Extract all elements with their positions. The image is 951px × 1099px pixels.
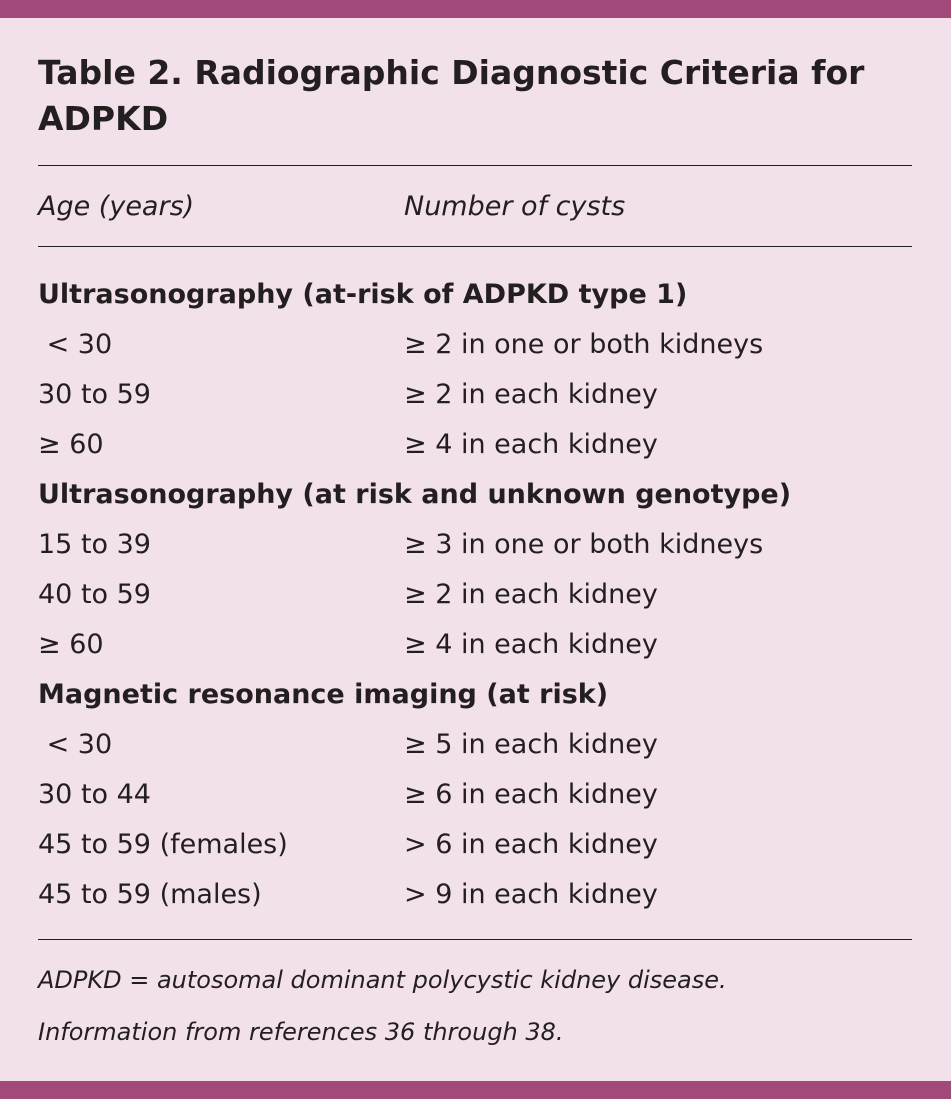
table-row bbox=[38, 520, 912, 570]
cysts-cell: ≥ 4 in each kidney bbox=[404, 429, 658, 460]
table-row bbox=[38, 720, 912, 770]
age-cell: < 30 bbox=[38, 329, 113, 360]
column-header-row bbox=[38, 166, 912, 246]
column-header-cysts: Number of cysts bbox=[404, 190, 626, 222]
age-cell: 45 to 59 (males) bbox=[38, 879, 262, 910]
bottom-accent-bar bbox=[0, 1081, 951, 1099]
header-divider bbox=[38, 246, 912, 247]
age-cell: 40 to 59 bbox=[38, 579, 151, 610]
age-cell: 15 to 39 bbox=[38, 529, 151, 560]
cysts-cell: ≥ 2 in each kidney bbox=[404, 379, 658, 410]
section-heading: Magnetic resonance imaging (at risk) bbox=[38, 679, 609, 710]
table-row bbox=[38, 320, 912, 370]
top-accent-bar bbox=[0, 0, 951, 18]
cysts-cell: ≥ 6 in each kidney bbox=[404, 779, 658, 810]
table-row bbox=[38, 620, 912, 670]
cysts-cell: ≥ 2 in one or both kidneys bbox=[404, 329, 764, 360]
table-row bbox=[38, 570, 912, 620]
column-header-age: Age (years) bbox=[38, 190, 195, 222]
cysts-cell: ≥ 4 in each kidney bbox=[404, 629, 658, 660]
table-row bbox=[38, 820, 912, 870]
footnote-references: Information from references 36 through 38. bbox=[38, 1018, 564, 1046]
age-cell: 30 to 59 bbox=[38, 379, 151, 410]
table-title: Table 2. Radiographic Diagnostic Criteria for ADPKD bbox=[38, 53, 865, 138]
age-cell: ≥ 60 bbox=[38, 629, 104, 660]
cysts-cell: ≥ 3 in one or both kidneys bbox=[404, 529, 764, 560]
table-row bbox=[38, 770, 912, 820]
table-container bbox=[38, 50, 912, 1058]
table-bottom-divider bbox=[38, 939, 912, 940]
section-heading: Ultrasonography (at risk and unknown genotype) bbox=[38, 479, 792, 510]
cysts-cell: ≥ 2 in each kidney bbox=[404, 579, 658, 610]
cysts-cell: > 9 in each kidney bbox=[404, 879, 658, 910]
table-row bbox=[38, 370, 912, 420]
table-row bbox=[38, 870, 912, 920]
section-heading: Ultrasonography (at-risk of ADPKD type 1) bbox=[38, 279, 688, 310]
age-cell: 45 to 59 (females) bbox=[38, 829, 288, 860]
age-cell: ≥ 60 bbox=[38, 429, 104, 460]
table-row bbox=[38, 420, 912, 470]
footnote-abbreviation: ADPKD = autosomal dominant polycystic kidney disease. bbox=[38, 966, 727, 994]
age-cell: 30 to 44 bbox=[38, 779, 151, 810]
cysts-cell: > 6 in each kidney bbox=[404, 829, 658, 860]
cysts-cell: ≥ 5 in each kidney bbox=[404, 729, 658, 760]
age-cell: < 30 bbox=[38, 729, 113, 760]
